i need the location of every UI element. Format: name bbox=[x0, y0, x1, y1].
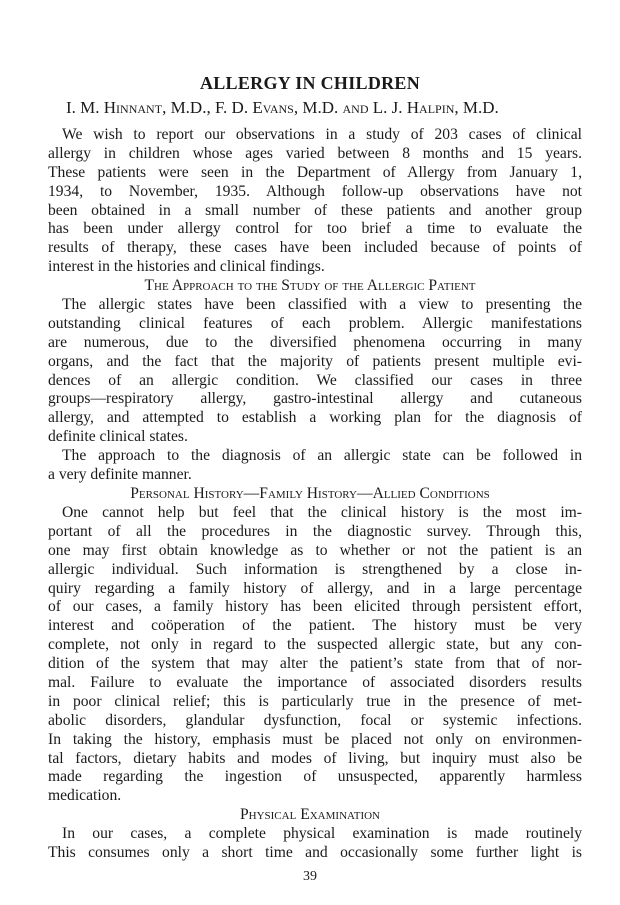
text-line: definite clinical states. bbox=[48, 428, 188, 446]
text-line: tal factors, dietary habits and modes of living, but inquiry must also be bbox=[48, 749, 582, 767]
text-line: complete, not only in regard to the suspected allergic state, but any con- bbox=[48, 636, 582, 654]
intro-paragraph bbox=[48, 126, 582, 277]
text-line: groups—respiratory allergy, gastro-intestinal allergy and cutaneous bbox=[48, 390, 582, 408]
author-1-initials: I. M. bbox=[66, 98, 104, 117]
author-2-initials: F. D. bbox=[214, 98, 253, 117]
text-line: results of therapy, these cases have been included because of points of bbox=[48, 239, 582, 257]
physical-exam-paragraph bbox=[48, 825, 582, 863]
text-line: In our cases, a complete physical examination is made routinely bbox=[62, 825, 582, 842]
approach-paragraph-1 bbox=[48, 296, 582, 447]
text-line: The allergic states have been classified with a view to presenting the bbox=[62, 296, 582, 313]
section-heading-physical-exam: Physical Examination bbox=[239, 806, 381, 823]
text-line: allergy in children whose ages varied between 8 months and 15 years. bbox=[48, 144, 582, 162]
article-title: ALLERGY IN CHILDREN bbox=[199, 73, 421, 93]
text-line: one may first obtain knowledge as to whether or not the patient is an bbox=[48, 541, 582, 559]
text-line: outstanding clinical features of each problem. Allergic manifestations bbox=[48, 314, 582, 332]
author-3-degree: , M.D. bbox=[454, 98, 499, 117]
author-3-surname: Halpin bbox=[406, 98, 455, 117]
text-line: a very definite manner. bbox=[48, 465, 192, 483]
author-3-initials: L. J. bbox=[368, 98, 407, 117]
text-line: medication. bbox=[48, 787, 122, 805]
text-line: The approach to the diagnosis of an allergic state can be followed in bbox=[62, 447, 582, 464]
text-line: In taking the history, emphasis must be placed not only on environmen- bbox=[48, 730, 582, 748]
author-1-degree: , M.D., bbox=[162, 98, 215, 117]
text-line: We wish to report our observations in a study of 203 cases of clinical bbox=[62, 126, 582, 143]
author-1-surname: Hinnant bbox=[103, 98, 163, 117]
text-line: quiry regarding a family history of allergy, and in a large percentage bbox=[48, 579, 582, 597]
author-conjunction: and bbox=[342, 98, 369, 117]
page-number: 39 bbox=[303, 869, 317, 884]
text-line: made regarding the ingestion of unsuspected, apparently harmless bbox=[48, 768, 582, 786]
section-heading-history: Personal History—Family History—Allied Conditions bbox=[130, 485, 490, 502]
text-line: dition of the system that may alter the patient’s state from that of nor- bbox=[48, 655, 582, 673]
text-line: These patients were seen in the Department of Allergy from January 1, bbox=[48, 163, 582, 181]
text-line: allergic individual. Such information is strengthened by a close in- bbox=[48, 560, 582, 578]
section-heading-approach: The Approach to the Study of the Allergic Patient bbox=[144, 277, 476, 294]
text-line: mal. Failure to evaluate the importance of associated disorders results bbox=[48, 674, 582, 692]
text-line: dences of an allergic condition. We classified our cases in three bbox=[48, 371, 582, 389]
text-line: interest and coöperation of the patient. The history must be very bbox=[48, 617, 582, 635]
text-line: One cannot help but feel that the clinical history is the most im- bbox=[62, 504, 582, 521]
text-line: portant of all the procedures in the diagnostic survey. Through this, bbox=[48, 522, 582, 540]
text-line: of our cases, a family history has been elicited through persistent effort, bbox=[48, 598, 582, 616]
author-line bbox=[66, 98, 586, 118]
text-line: interest in the histories and clinical findings. bbox=[48, 258, 325, 276]
approach-paragraph-2 bbox=[48, 447, 582, 485]
text-line: allergy, and attempted to establish a working plan for the diagnosis of bbox=[48, 409, 582, 427]
text-line: in poor clinical relief; this is particularly true in the presence of met- bbox=[48, 692, 582, 710]
text-line: This consumes only a short time and occasionally some further light is bbox=[48, 843, 582, 861]
text-line: 1934, to November, 1935. Although follow-up observations have not bbox=[48, 182, 582, 200]
text-line: abolic disorders, glandular dysfunction, focal or systemic infections. bbox=[48, 711, 582, 729]
author-2-surname: Evans bbox=[252, 98, 294, 117]
text-line: has been under allergy control for too brief a time to evaluate the bbox=[48, 220, 582, 238]
text-line: been obtained in a small number of these patients and another group bbox=[48, 201, 582, 219]
text-line: are numerous, due to the diversified phenomena occurring in many bbox=[48, 333, 582, 351]
author-2-degree: , M.D. bbox=[293, 98, 343, 117]
history-paragraph bbox=[48, 504, 582, 806]
text-line: organs, and the fact that the majority of patients present multiple evi- bbox=[48, 352, 582, 370]
